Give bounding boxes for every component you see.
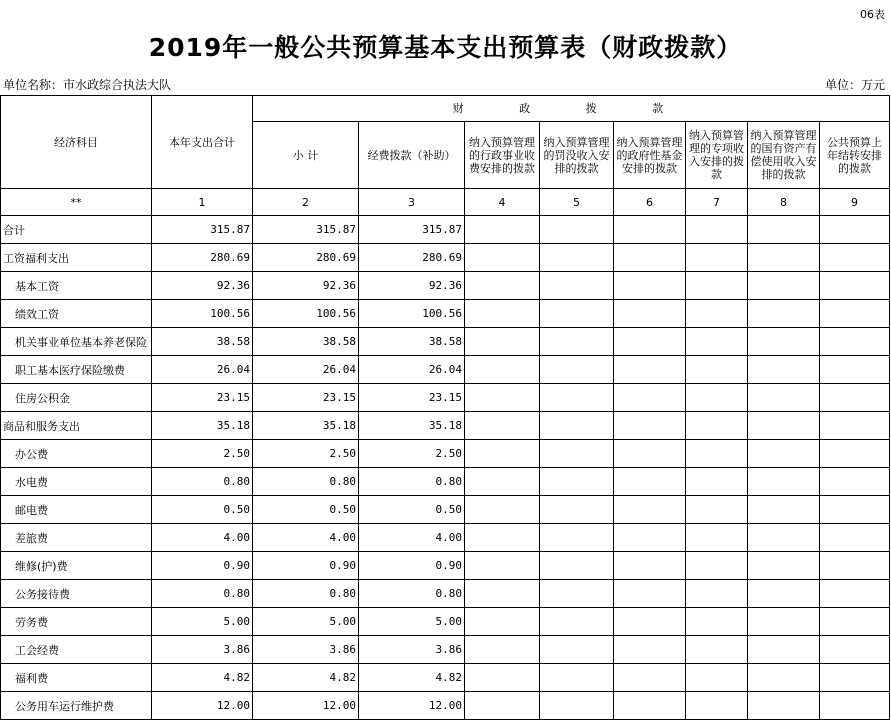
row-empty-cell: [614, 664, 686, 692]
header-total: 本年支出合计: [152, 96, 253, 189]
index-cell: 2: [253, 189, 359, 216]
row-empty-cell: [820, 356, 890, 384]
row-empty-cell: [614, 440, 686, 468]
header-carryover: 公共预算上年结转安排的拨款: [820, 122, 890, 189]
row-total: 26.04: [152, 356, 253, 384]
table-row: [1, 580, 890, 608]
row-subject: 办公费: [1, 440, 152, 468]
row-total: 0.50: [152, 496, 253, 524]
row-empty-cell: [465, 244, 540, 272]
header-subtotal: 小 计: [253, 122, 359, 189]
row-funding: 26.04: [359, 356, 465, 384]
row-empty-cell: [540, 300, 614, 328]
row-empty-cell: [540, 580, 614, 608]
row-funding: 100.56: [359, 300, 465, 328]
row-subject: 机关事业单位基本养老保险: [1, 328, 152, 356]
row-empty-cell: [748, 244, 820, 272]
row-empty-cell: [465, 216, 540, 244]
row-subtotal: 92.36: [253, 272, 359, 300]
row-empty-cell: [614, 496, 686, 524]
row-empty-cell: [748, 272, 820, 300]
row-empty-cell: [614, 216, 686, 244]
row-subject: 邮电费: [1, 496, 152, 524]
row-empty-cell: [686, 580, 748, 608]
row-funding: 92.36: [359, 272, 465, 300]
row-empty-cell: [748, 384, 820, 412]
row-total: 4.82: [152, 664, 253, 692]
row-empty-cell: [820, 636, 890, 664]
index-cell: 5: [540, 189, 614, 216]
row-empty-cell: [614, 384, 686, 412]
row-subject: 工资福利支出: [1, 244, 152, 272]
row-empty-cell: [540, 216, 614, 244]
table-row: [1, 216, 890, 244]
index-cell: 9: [820, 189, 890, 216]
row-empty-cell: [686, 524, 748, 552]
row-funding: 0.80: [359, 468, 465, 496]
row-empty-cell: [540, 328, 614, 356]
row-empty-cell: [465, 384, 540, 412]
row-funding: 35.18: [359, 412, 465, 440]
header-special: 纳入预算管理的专项收入安排的拨款: [686, 122, 748, 189]
row-subtotal: 26.04: [253, 356, 359, 384]
row-empty-cell: [748, 412, 820, 440]
row-empty-cell: [540, 552, 614, 580]
row-funding: 38.58: [359, 328, 465, 356]
row-empty-cell: [465, 496, 540, 524]
row-empty-cell: [465, 300, 540, 328]
row-empty-cell: [686, 356, 748, 384]
row-empty-cell: [686, 300, 748, 328]
row-subject: 工会经费: [1, 636, 152, 664]
row-subtotal: 4.00: [253, 524, 359, 552]
row-total: 0.80: [152, 580, 253, 608]
row-empty-cell: [820, 384, 890, 412]
row-subject: 住房公积金: [1, 384, 152, 412]
page-title: 2019年一般公共预算基本支出预算表（财政拨款）: [148, 33, 743, 62]
row-empty-cell: [748, 356, 820, 384]
row-empty-cell: [614, 608, 686, 636]
row-subtotal: 3.86: [253, 636, 359, 664]
row-empty-cell: [614, 636, 686, 664]
row-empty-cell: [614, 468, 686, 496]
row-empty-cell: [465, 636, 540, 664]
row-empty-cell: [820, 496, 890, 524]
row-empty-cell: [686, 608, 748, 636]
row-total: 23.15: [152, 384, 253, 412]
row-subtotal: 280.69: [253, 244, 359, 272]
row-empty-cell: [820, 300, 890, 328]
unit-label: 单位：万元: [824, 78, 885, 92]
row-empty-cell: [540, 608, 614, 636]
header-finance-label: 财 政 拨 款: [452, 102, 690, 115]
row-empty-cell: [614, 244, 686, 272]
unit-name: 单位名称：市水政综合执法大队: [3, 78, 172, 92]
table-row: [1, 356, 890, 384]
row-total: 92.36: [152, 272, 253, 300]
row-subject: 绩效工资: [1, 300, 152, 328]
row-empty-cell: [686, 412, 748, 440]
row-empty-cell: [748, 216, 820, 244]
row-empty-cell: [820, 608, 890, 636]
row-subject: 差旅费: [1, 524, 152, 552]
row-total: 38.58: [152, 328, 253, 356]
row-empty-cell: [686, 328, 748, 356]
index-cell: 7: [686, 189, 748, 216]
row-empty-cell: [614, 412, 686, 440]
row-empty-cell: [465, 580, 540, 608]
header-state-asset: 纳入预算管理的国有资产有偿使用收入安排的拨款: [748, 122, 820, 189]
row-empty-cell: [748, 328, 820, 356]
row-subject: 水电费: [1, 468, 152, 496]
row-subject: 公务用车运行维护费: [1, 692, 152, 720]
row-empty-cell: [748, 496, 820, 524]
row-empty-cell: [820, 692, 890, 720]
row-empty-cell: [748, 440, 820, 468]
row-funding: 3.86: [359, 636, 465, 664]
table-row: [1, 272, 890, 300]
row-subtotal: 315.87: [253, 216, 359, 244]
row-empty-cell: [540, 496, 614, 524]
table-row: [1, 440, 890, 468]
row-funding: 0.90: [359, 552, 465, 580]
row-subject: 福利费: [1, 664, 152, 692]
table-row: [1, 300, 890, 328]
row-empty-cell: [686, 692, 748, 720]
row-empty-cell: [686, 244, 748, 272]
row-empty-cell: [748, 692, 820, 720]
row-total: 3.86: [152, 636, 253, 664]
row-empty-cell: [820, 468, 890, 496]
row-empty-cell: [540, 524, 614, 552]
row-empty-cell: [686, 468, 748, 496]
index-cell: 8: [748, 189, 820, 216]
row-empty-cell: [614, 300, 686, 328]
row-empty-cell: [820, 580, 890, 608]
header-admin-fee: 纳入预算管理的行政事业收费安排的拨款: [465, 122, 540, 189]
row-total: 12.00: [152, 692, 253, 720]
row-empty-cell: [540, 664, 614, 692]
table-row: [1, 692, 890, 720]
row-funding: 23.15: [359, 384, 465, 412]
row-subtotal: 5.00: [253, 608, 359, 636]
row-empty-cell: [686, 496, 748, 524]
row-empty-cell: [614, 272, 686, 300]
row-funding: 4.82: [359, 664, 465, 692]
row-empty-cell: [465, 664, 540, 692]
index-cell: 1: [152, 189, 253, 216]
row-total: 4.00: [152, 524, 253, 552]
row-funding: 0.80: [359, 580, 465, 608]
row-empty-cell: [465, 412, 540, 440]
row-empty-cell: [614, 356, 686, 384]
row-total: 280.69: [152, 244, 253, 272]
row-subtotal: 12.00: [253, 692, 359, 720]
table-row: [1, 412, 890, 440]
header-subject: 经济科目: [1, 96, 152, 189]
row-empty-cell: [540, 384, 614, 412]
row-empty-cell: [820, 552, 890, 580]
row-subtotal: 0.80: [253, 580, 359, 608]
row-total: 0.90: [152, 552, 253, 580]
row-empty-cell: [820, 328, 890, 356]
row-empty-cell: [465, 552, 540, 580]
row-funding: 0.50: [359, 496, 465, 524]
row-total: 35.18: [152, 412, 253, 440]
index-cell: 6: [614, 189, 686, 216]
row-empty-cell: [465, 356, 540, 384]
row-empty-cell: [748, 468, 820, 496]
header-fine: 纳入预算管理的罚没收入安排的拨款: [540, 122, 614, 189]
row-empty-cell: [465, 692, 540, 720]
row-empty-cell: [748, 300, 820, 328]
row-total: 100.56: [152, 300, 253, 328]
row-empty-cell: [540, 356, 614, 384]
table-row: [1, 244, 890, 272]
row-empty-cell: [540, 412, 614, 440]
row-total: 2.50: [152, 440, 253, 468]
index-cell: 4: [465, 189, 540, 216]
table-row: [1, 524, 890, 552]
row-empty-cell: [614, 328, 686, 356]
row-subject: 维修(护)费: [1, 552, 152, 580]
row-empty-cell: [748, 664, 820, 692]
row-empty-cell: [686, 664, 748, 692]
row-empty-cell: [686, 636, 748, 664]
row-empty-cell: [748, 524, 820, 552]
row-empty-cell: [540, 440, 614, 468]
table-row: [1, 328, 890, 356]
row-funding: 4.00: [359, 524, 465, 552]
header-finance-group: [253, 96, 890, 122]
table-row: [1, 384, 890, 412]
budget-table: [0, 95, 890, 720]
row-empty-cell: [820, 244, 890, 272]
header-fund: 纳入预算管理的政府性基金安排的拨款: [614, 122, 686, 189]
row-empty-cell: [686, 440, 748, 468]
row-empty-cell: [465, 272, 540, 300]
row-empty-cell: [465, 328, 540, 356]
row-funding: 2.50: [359, 440, 465, 468]
row-empty-cell: [686, 552, 748, 580]
row-empty-cell: [614, 524, 686, 552]
row-subtotal: 4.82: [253, 664, 359, 692]
row-empty-cell: [614, 692, 686, 720]
row-subject: 基本工资: [1, 272, 152, 300]
row-subtotal: 0.80: [253, 468, 359, 496]
row-total: 0.80: [152, 468, 253, 496]
row-subject: 公务接待费: [1, 580, 152, 608]
row-empty-cell: [820, 664, 890, 692]
row-empty-cell: [748, 636, 820, 664]
row-funding: 280.69: [359, 244, 465, 272]
row-empty-cell: [540, 468, 614, 496]
row-subtotal: 23.15: [253, 384, 359, 412]
row-empty-cell: [820, 440, 890, 468]
row-funding: 5.00: [359, 608, 465, 636]
row-subject: 劳务费: [1, 608, 152, 636]
row-empty-cell: [614, 552, 686, 580]
table-row: [1, 496, 890, 524]
row-empty-cell: [748, 552, 820, 580]
table-row: [1, 608, 890, 636]
row-empty-cell: [686, 384, 748, 412]
form-number: 06表: [860, 8, 885, 21]
row-subject: 职工基本医疗保险缴费: [1, 356, 152, 384]
row-empty-cell: [748, 608, 820, 636]
row-total: 5.00: [152, 608, 253, 636]
row-empty-cell: [540, 272, 614, 300]
table-row: [1, 468, 890, 496]
index-cell: 3: [359, 189, 465, 216]
row-subject: 合计: [1, 216, 152, 244]
row-subtotal: 35.18: [253, 412, 359, 440]
row-empty-cell: [540, 244, 614, 272]
row-empty-cell: [540, 692, 614, 720]
row-subtotal: 38.58: [253, 328, 359, 356]
row-funding: 12.00: [359, 692, 465, 720]
row-subtotal: 0.50: [253, 496, 359, 524]
row-empty-cell: [820, 272, 890, 300]
row-empty-cell: [540, 636, 614, 664]
row-empty-cell: [748, 580, 820, 608]
row-empty-cell: [820, 524, 890, 552]
row-subtotal: 2.50: [253, 440, 359, 468]
row-empty-cell: [465, 440, 540, 468]
row-empty-cell: [820, 216, 890, 244]
row-total: 315.87: [152, 216, 253, 244]
row-empty-cell: [686, 272, 748, 300]
row-subtotal: 0.90: [253, 552, 359, 580]
row-empty-cell: [465, 468, 540, 496]
row-subject: 商品和服务支出: [1, 412, 152, 440]
row-empty-cell: [686, 216, 748, 244]
row-empty-cell: [820, 412, 890, 440]
row-empty-cell: [465, 608, 540, 636]
index-cell: **: [1, 189, 152, 216]
row-funding: 315.87: [359, 216, 465, 244]
header-funding: 经费拨款（补助）: [359, 122, 465, 189]
row-empty-cell: [614, 580, 686, 608]
table-row: [1, 664, 890, 692]
table-row: [1, 636, 890, 664]
table-row: [1, 552, 890, 580]
row-subtotal: 100.56: [253, 300, 359, 328]
row-empty-cell: [465, 524, 540, 552]
